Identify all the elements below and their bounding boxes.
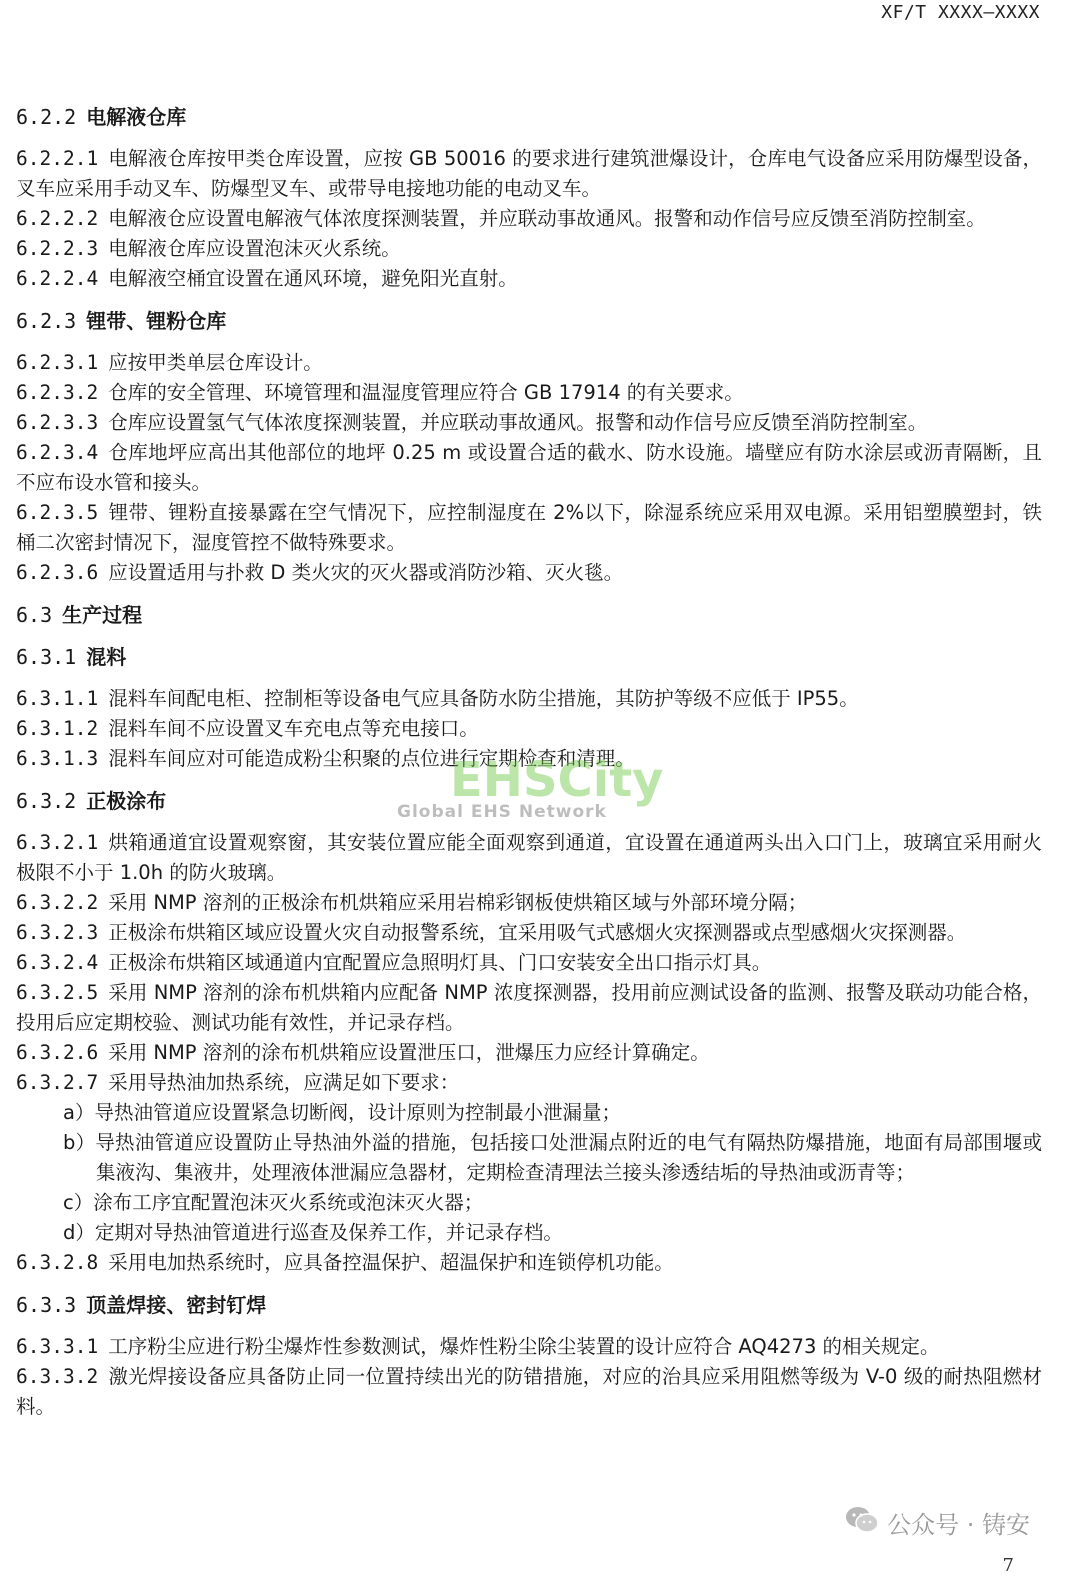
section-heading: 6.3.1 混料 — [16, 645, 127, 669]
clause-group — [16, 348, 1042, 588]
watermark-tagline: Global EHS Network — [397, 802, 607, 822]
section-heading: 6.3 生产过程 — [16, 603, 143, 627]
section-heading: 6.2.2 电解液仓库 — [16, 105, 187, 129]
clause: 6.3.3.1 工序粉尘应进行粉尘爆炸性参数测试，爆炸性粉尘除尘装置的设计应符合 AQ4273 的相关规定。 — [16, 1335, 940, 1358]
list-item: b）导热油管道应设置防止导热油外溢的措施，包括接口处泄漏点附近的电气有隔热防爆措施，地面有局部围堰或集液沟、集液井，处理液体泄漏应急器材，定期检查清理法兰接头渗透结垢的导热油或沥青等； — [63, 1131, 1042, 1184]
document-body — [16, 102, 1042, 1434]
clause: 6.3.2.6 采用 NMP 溶剂的涂布机烘箱应设置泄压口，泄爆压力应经计算确定。 — [16, 1041, 710, 1064]
clause-group — [16, 1332, 1042, 1422]
clause-group — [16, 684, 1042, 774]
clause: 6.2.3.1 应按甲类单层仓库设计。 — [16, 351, 323, 374]
clause-group — [16, 144, 1042, 294]
clause: 6.3.2.7 采用导热油加热系统，应满足如下要求： — [16, 1071, 460, 1094]
section-heading: 6.3.3 顶盖焊接、密封钉焊 — [16, 1293, 267, 1317]
section-heading: 6.2.3 锂带、锂粉仓库 — [16, 309, 227, 333]
clause: 6.3.1.2 混料车间不应设置叉车充电点等充电接口。 — [16, 717, 479, 740]
clause: 6.3.2.1 烘箱通道宜设置观察窗，其安装位置应能全面观察到通道，宜设置在通道两头出入口门上，玻璃宜采用耐火极限不小于 1.0h 的防火玻璃。 — [16, 831, 1042, 884]
clause: 6.3.2.4 正极涂布烘箱区域通道内宜配置应急照明灯具、门口安装安全出口指示灯具。 — [16, 951, 772, 974]
clause: 6.3.3.2 激光焊接设备应具备防止同一位置持续出光的防错措施，对应的治具应采用阻燃等级为 V-0 级的耐热阻燃材料。 — [16, 1365, 1042, 1418]
clause: 6.2.3.6 应设置适用与扑救 D 类火灾的灭火器或消防沙箱、灭火毯。 — [16, 561, 624, 584]
clause: 6.3.1.1 混料车间配电柜、控制柜等设备电气应具备防水防尘措施，其防护等级不应低于 IP55。 — [16, 687, 859, 710]
wechat-icon — [845, 1506, 887, 1540]
watermark-brand: EHSCity — [450, 752, 664, 808]
clause: 6.2.3.3 仓库应设置氢气气体浓度探测装置，并应联动事故通风。报警和动作信号应反馈至消防控制室。 — [16, 411, 928, 434]
section-heading: 6.3.2 正极涂布 — [16, 789, 167, 813]
wechat-badge — [845, 1505, 1030, 1540]
clause: 6.3.2.5 采用 NMP 溶剂的涂布机烘箱内应配备 NMP 浓度探测器，投用前应测试设备的监测、报警及联动功能合格，投用后应定期校验、测试功能有效性，并记录存档。 — [16, 981, 1042, 1034]
clause: 6.3.2.3 正极涂布烘箱区域应设置火灾自动报警系统，宜采用吸气式感烟火灾探测器或点型感烟火灾探测器。 — [16, 921, 967, 944]
wechat-label: 公众号 · 铸安 — [887, 1511, 1030, 1539]
standard-code: XF/T XXXX—XXXX — [881, 2, 1040, 23]
list-item: a）导热油管道应设置紧急切断阀，设计原则为控制最小泄漏量； — [63, 1101, 621, 1124]
clause: 6.2.2.1 电解液仓库按甲类仓库设置，应按 GB 50016 的要求进行建筑泄爆设计，仓库电气设备应采用防爆型设备，叉车应采用手动叉车、防爆型叉车、或带导电接地功能的电动叉车。 — [16, 147, 1042, 200]
page-number: 7 — [1002, 1555, 1014, 1576]
clause: 6.2.3.2 仓库的安全管理、环境管理和温湿度管理应符合 GB 17914 的有关要求。 — [16, 381, 744, 404]
list-item: d）定期对导热油管道进行巡查及保养工作，并记录存档。 — [63, 1221, 563, 1244]
clause: 6.2.2.4 电解液空桶宜设置在通风环境，避免阳光直射。 — [16, 267, 518, 290]
clause: 6.3.2.8 采用电加热系统时，应具备控温保护、超温保护和连锁停机功能。 — [16, 1251, 674, 1274]
clause: 6.2.2.3 电解液仓库应设置泡沫灭火系统。 — [16, 237, 401, 260]
list-item: c）涂布工序宜配置泡沫灭火系统或泡沫灭火器； — [63, 1191, 484, 1214]
clause-group — [16, 828, 1042, 1278]
clause: 6.2.2.2 电解液仓应设置电解液气体浓度探测装置，并应联动事故通风。报警和动作信号应反馈至消防控制室。 — [16, 207, 986, 230]
clause: 6.3.1.3 混料车间应对可能造成粉尘积聚的点位进行定期检查和清理。 — [16, 747, 635, 770]
clause: 6.2.3.5 锂带、锂粉直接暴露在空气情况下，应控制湿度在 2%以下，除湿系统应采用双电源。采用铝塑膜塑封，铁桶二次密封情况下，湿度管控不做特殊要求。 — [16, 501, 1042, 554]
clause: 6.3.2.2 采用 NMP 溶剂的正极涂布机烘箱应采用岩棉彩钢板使烘箱区域与外部环境分隔； — [16, 891, 808, 914]
clause: 6.2.3.4 仓库地坪应高出其他部位的地坪 0.25 m 或设置合适的截水、防水设施。墙壁应有防水涂层或沥青隔断，且不应布设水管和接头。 — [16, 441, 1042, 494]
